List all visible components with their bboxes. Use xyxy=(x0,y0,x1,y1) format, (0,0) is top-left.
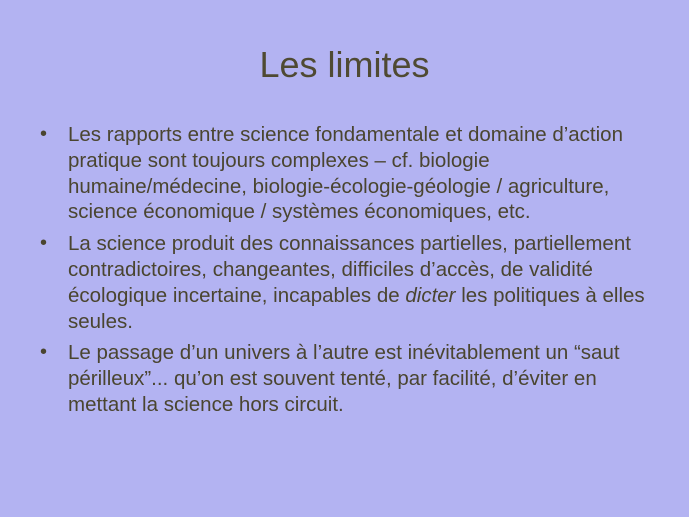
bullet-text: Le passage d’un univers à l’autre est inévitablement un “saut périlleux”... qu’on est souvent tenté, par facilité, d’éviter en mettant la science hors circuit. xyxy=(68,341,620,416)
bullet-text-part: La science produit des connaissances partielles, partiellement contradictoires, changeantes, difficiles d’accès, de validité écologique incertaine, incapables de xyxy=(68,232,631,307)
bullet-text: Les rapports entre science fondamentale et domaine d’action pratique sont toujours complexes – cf. biologie humaine/médecine, biologie-écologie-géologie / agriculture, science économique / systèmes économiques, etc. xyxy=(68,123,623,224)
bullet-text-emphasis: dicter xyxy=(405,283,456,307)
bullet-icon: • xyxy=(40,232,48,255)
bullet-item-3 xyxy=(40,340,655,417)
bullet-text xyxy=(68,232,645,332)
bullet-item-2 xyxy=(40,231,655,334)
bullet-list xyxy=(40,122,655,424)
bullet-text-part: les politiques à elles seules. xyxy=(68,283,645,333)
bullet-icon: • xyxy=(40,123,48,145)
bullet-item-1 xyxy=(40,122,655,225)
bullet-icon: • xyxy=(40,341,48,364)
slide-title: Les limites xyxy=(259,44,430,85)
